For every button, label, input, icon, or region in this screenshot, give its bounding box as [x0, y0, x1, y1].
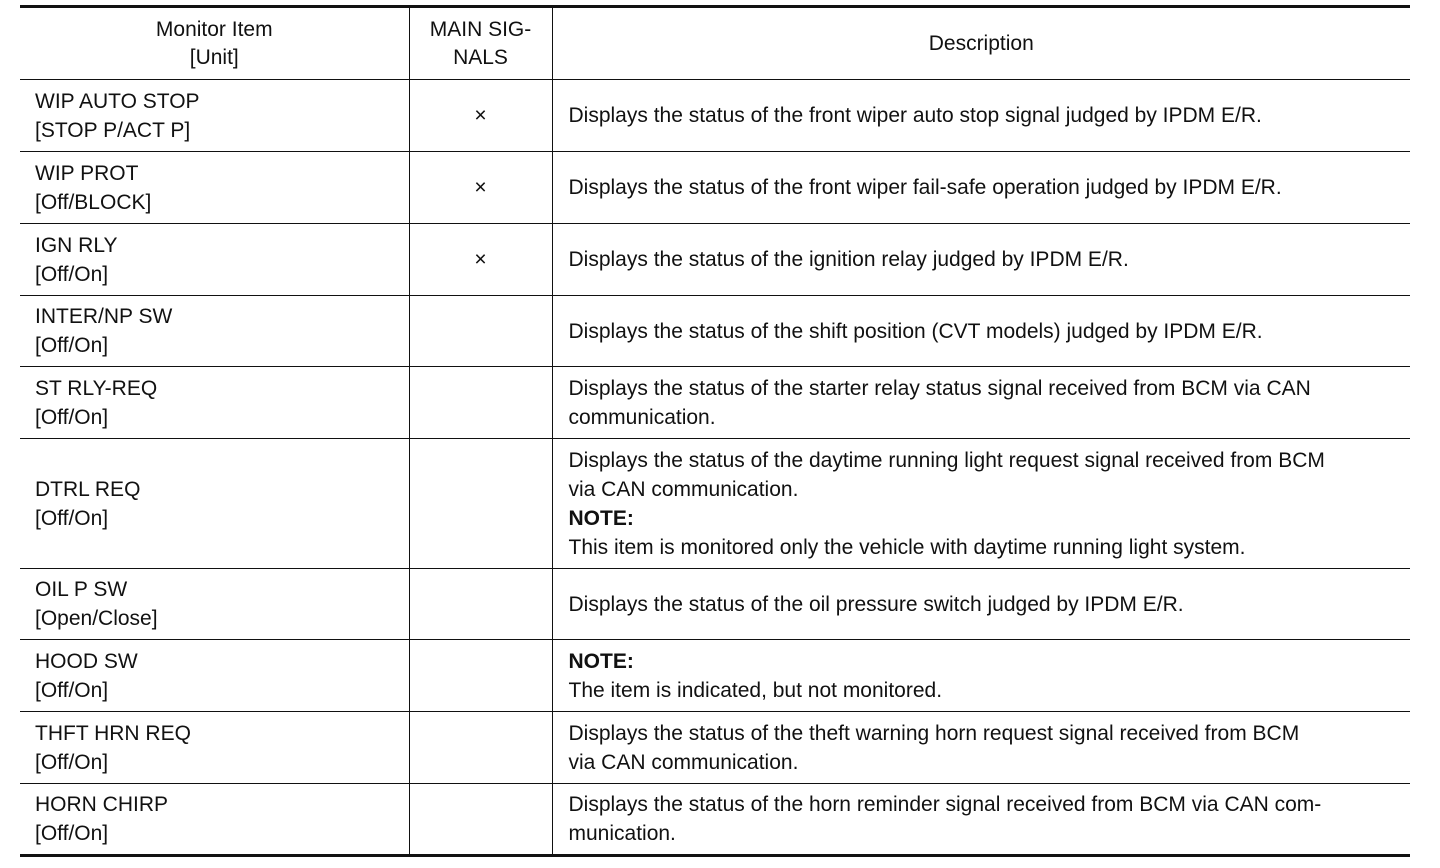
header-monitor-item-label: Monitor Item [155, 17, 273, 41]
table-row [20, 367, 1410, 439]
monitor-item-name: IGN RLY [35, 233, 118, 257]
header-unit-label: [Unit] [189, 45, 239, 69]
monitor-item-unit: [Off/On] [35, 822, 109, 845]
header-main-signals-line2: NALS [453, 45, 508, 69]
description-cell [552, 367, 1410, 439]
header-main-signals [409, 7, 552, 80]
monitor-item-cell [20, 784, 409, 856]
description-text: Displays the status of the starter relay status signal received from BCM via CAN [568, 376, 1311, 400]
description-text: Displays the status of the front wiper auto stop signal judged by IPDM E/R. [568, 104, 1262, 127]
monitor-item-name: HOOD SW [35, 649, 138, 673]
monitor-item-name: DTRL REQ [35, 477, 141, 501]
description-cell [552, 439, 1410, 569]
table-header-row [20, 7, 1410, 80]
description-text: Displays the status of the ignition relay judged by IPDM E/R. [568, 248, 1129, 271]
monitor-item-cell [20, 296, 409, 367]
monitor-item-cell [20, 152, 409, 224]
table-row [20, 640, 1410, 712]
main-signal-mark [409, 439, 552, 569]
table-row [20, 569, 1410, 640]
monitor-item-cell [20, 224, 409, 296]
monitor-item-unit: [Open/Close] [35, 607, 158, 630]
main-signal-mark [409, 784, 552, 856]
monitor-item-name: WIP AUTO STOP [35, 89, 200, 113]
table-row [20, 152, 1410, 224]
monitor-item-cell [20, 640, 409, 712]
description-cell [552, 152, 1410, 224]
description-text: communication. [568, 405, 716, 429]
monitor-item-unit: [Off/On] [35, 405, 109, 429]
description-cell [552, 784, 1410, 856]
description-cell [552, 640, 1410, 712]
description-text: Displays the status of the oil pressure switch judged by IPDM E/R. [568, 592, 1184, 616]
table-row [20, 712, 1410, 784]
main-signal-mark: × [409, 80, 552, 152]
description-cell [552, 296, 1410, 367]
table-row [20, 224, 1410, 296]
main-signal-mark [409, 367, 552, 439]
description-text: Displays the status of the daytime running light request signal received from BCM [568, 448, 1325, 472]
main-signal-mark [409, 712, 552, 784]
description-cell [552, 712, 1410, 784]
header-description [552, 7, 1410, 80]
monitor-item-name: INTER/NP SW [35, 305, 173, 328]
main-signal-mark: × [409, 152, 552, 224]
main-signal-mark [409, 640, 552, 712]
monitor-item-unit: [STOP P/ACT P] [35, 118, 191, 142]
description-cell [552, 569, 1410, 640]
main-signal-mark: × [409, 224, 552, 296]
header-monitor-item [20, 7, 409, 80]
description-text: via CAN communication. [568, 477, 799, 501]
table-row [20, 784, 1410, 856]
note-label: NOTE: [568, 506, 634, 530]
table-row [20, 80, 1410, 152]
main-signal-mark [409, 296, 552, 367]
table-row [20, 439, 1410, 569]
monitor-item-name: THFT HRN REQ [35, 721, 191, 745]
monitor-item-unit: [Off/BLOCK] [35, 190, 152, 214]
header-description-label: Description [928, 31, 1034, 55]
monitor-item-unit: [Off/On] [35, 750, 109, 774]
monitor-item-cell [20, 80, 409, 152]
monitor-item-cell [20, 367, 409, 439]
monitor-item-name: OIL P SW [35, 578, 128, 601]
description-text: Displays the status of the front wiper fail-safe operation judged by IPDM E/R. [568, 176, 1282, 199]
monitor-item-unit: [Off/On] [35, 262, 109, 286]
table-row [20, 296, 1410, 367]
monitor-item-name: ST RLY-REQ [35, 376, 158, 400]
monitor-item-name: HORN CHIRP [35, 793, 169, 816]
monitor-item-unit: [Off/On] [35, 506, 109, 530]
note-text: The item is indicated, but not monitored. [568, 678, 943, 702]
description-cell [552, 80, 1410, 152]
description-text: via CAN communication. [568, 750, 799, 774]
monitor-item-unit: [Off/On] [35, 678, 109, 702]
monitor-item-name: WIP PROT [35, 161, 139, 185]
monitor-item-table [20, 5, 1410, 857]
description-text: Displays the status of the horn reminder signal received from BCM via CAN com- [568, 793, 1322, 816]
monitor-item-cell [20, 712, 409, 784]
main-signal-mark [409, 569, 552, 640]
monitor-item-cell [20, 569, 409, 640]
monitor-item-unit: [Off/On] [35, 334, 109, 357]
description-cell [552, 224, 1410, 296]
description-text: Displays the status of the shift position (CVT models) judged by IPDM E/R. [568, 319, 1263, 343]
header-main-signals-line1: MAIN SIG- [429, 17, 532, 41]
description-text: Displays the status of the theft warning horn request signal received from BCM [568, 721, 1300, 745]
note-label: NOTE: [568, 649, 634, 673]
note-text: This item is monitored only the vehicle with daytime running light system. [568, 535, 1246, 559]
monitor-item-cell [20, 439, 409, 569]
description-text: munication. [568, 822, 676, 845]
